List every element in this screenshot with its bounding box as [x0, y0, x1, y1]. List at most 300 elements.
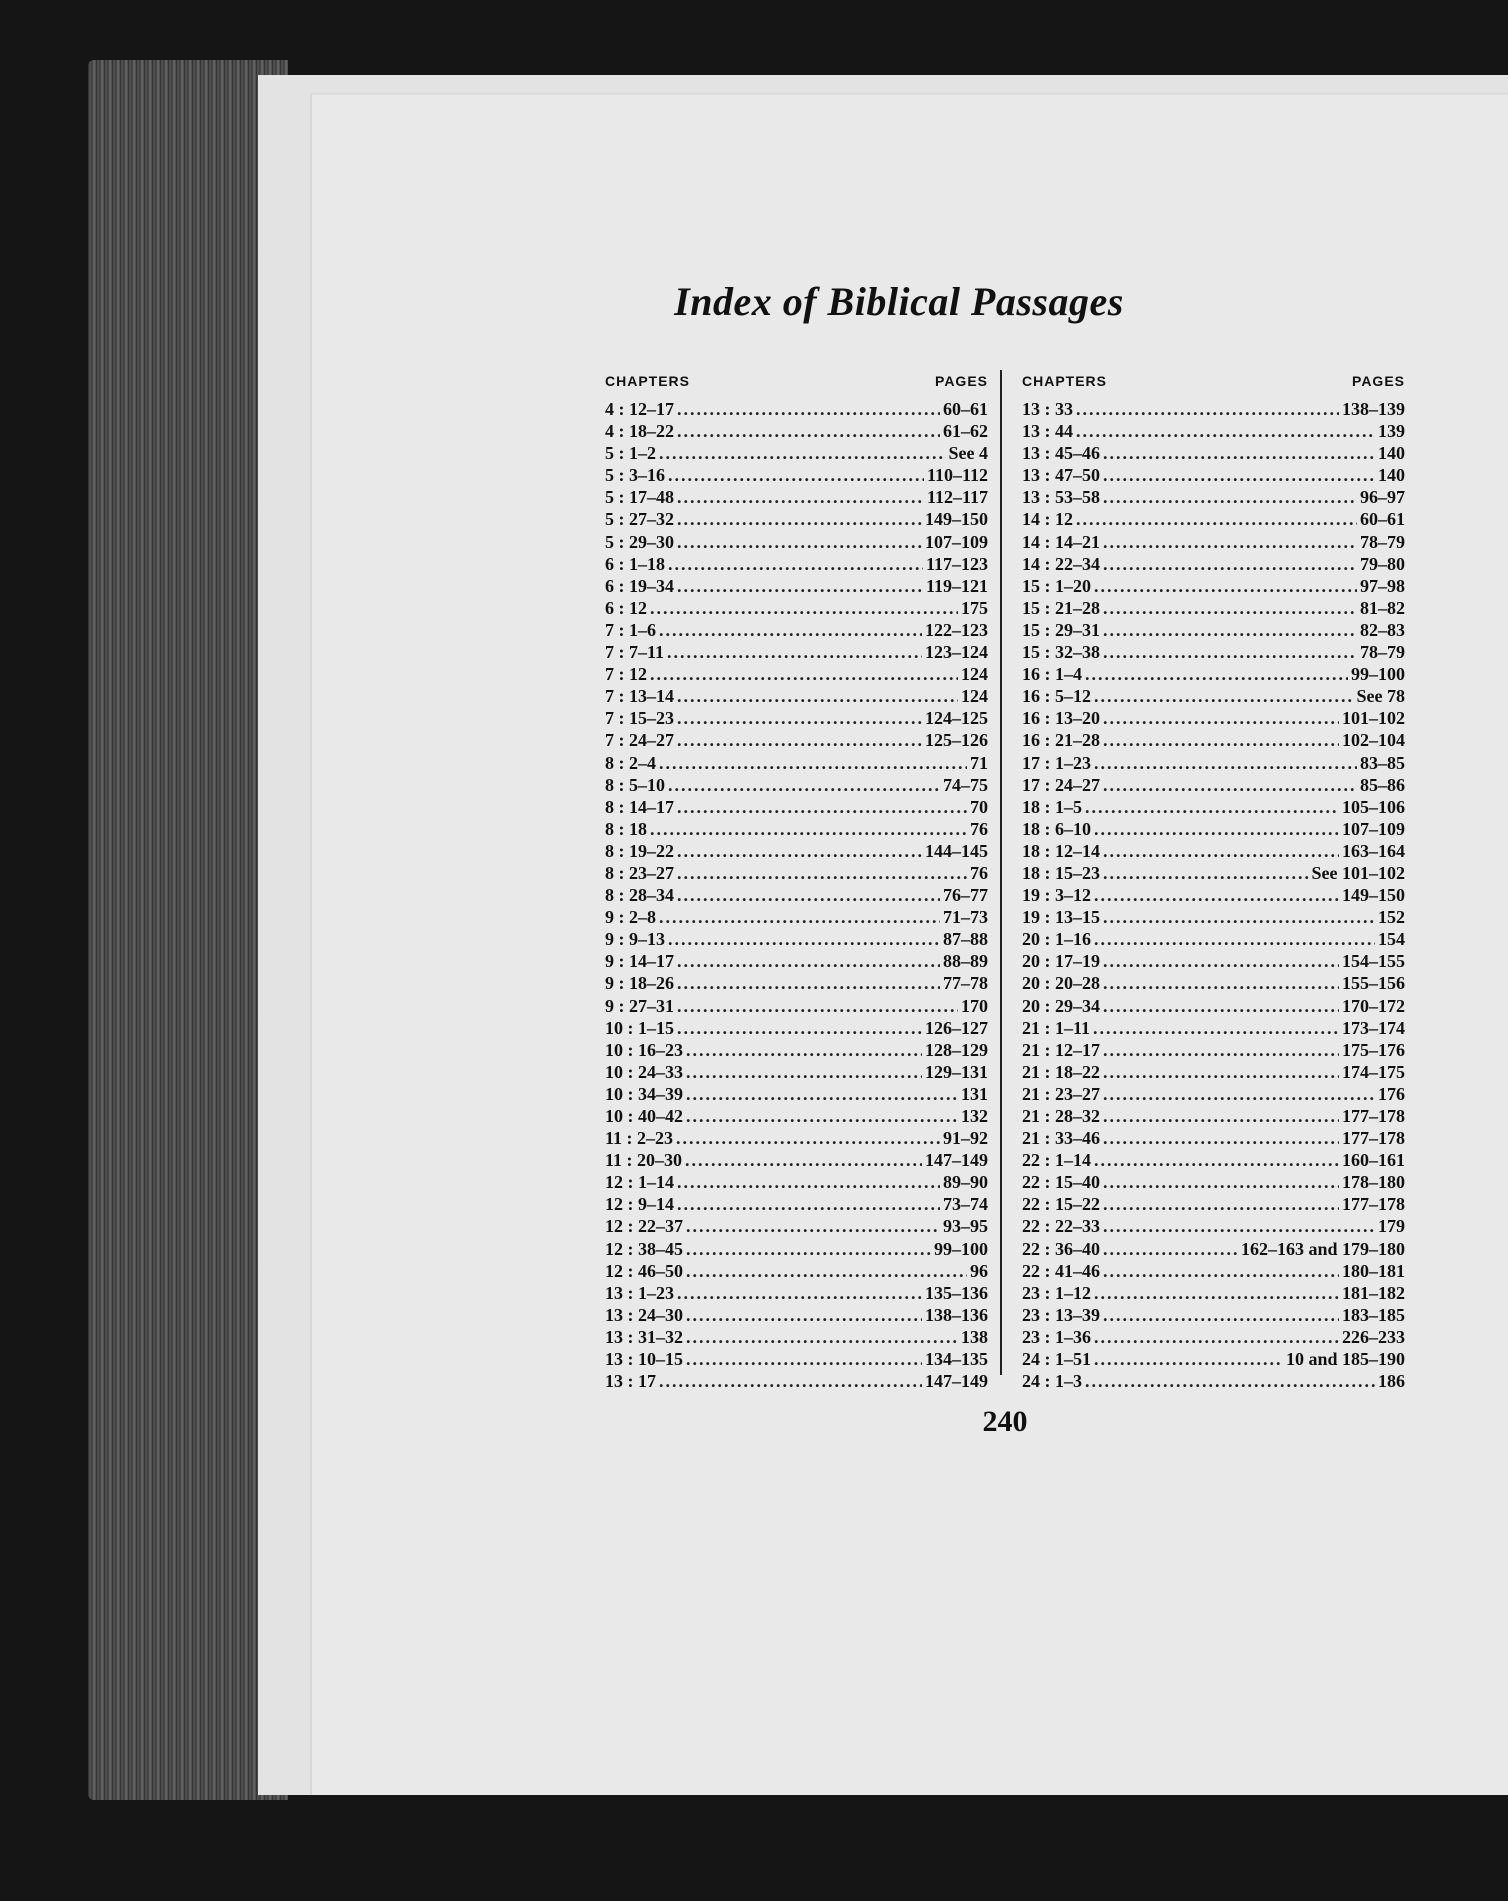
dot-leader [659, 442, 946, 464]
index-entry [1022, 575, 1405, 597]
chapter-verse-ref: 9 : 14–17 [605, 951, 674, 972]
page-ref: 122–123 [925, 619, 988, 640]
page-ref: 60–61 [943, 399, 988, 419]
page-ref: 105–106 [1342, 796, 1405, 817]
index-entry [1022, 553, 1405, 575]
index-entry [1022, 1282, 1405, 1304]
page-ref: 128–129 [925, 1039, 988, 1060]
page-title: Index of Biblical Passages [674, 279, 1124, 324]
chapter-verse-ref: 14 : 22–34 [1022, 553, 1100, 574]
page-ref: 10 and 185–190 [1285, 1349, 1405, 1370]
page-ref: 174–175 [1342, 1061, 1405, 1082]
chapter-verse-ref: 21 : 1–11 [1022, 1017, 1091, 1038]
chapter-verse-ref: 9 : 9–13 [605, 929, 665, 950]
dot-leader [677, 575, 923, 597]
index-list [605, 398, 988, 1392]
dot-leader [677, 531, 922, 553]
chapter-verse-ref: 22 : 15–22 [1022, 1194, 1100, 1215]
chapter-verse-ref: 15 : 29–31 [1022, 619, 1100, 640]
page-ref: 71–73 [943, 907, 988, 928]
chapter-verse-ref: 15 : 21–28 [1022, 597, 1100, 618]
page-ref: 226–233 [1342, 1326, 1405, 1347]
page-ref: 173–174 [1342, 1017, 1405, 1038]
index-entry [1022, 906, 1405, 928]
page-ref: 73–74 [943, 1194, 988, 1215]
page-ref: 78–79 [1360, 642, 1405, 663]
page-ref: 135–136 [925, 1282, 988, 1303]
index-entry [1022, 1039, 1405, 1061]
dot-leader [1094, 752, 1357, 774]
page-ref: 152 [1378, 907, 1405, 928]
dot-leader [1076, 398, 1339, 420]
index-entry [1022, 442, 1405, 464]
page-ref: 78–79 [1360, 531, 1405, 552]
page-ref: 162–163 and 179–180 [1240, 1238, 1405, 1259]
index-entry [1022, 1193, 1405, 1215]
index-entry [1022, 1238, 1405, 1260]
page-ref: 87–88 [943, 929, 988, 950]
chapter-verse-ref: 4 : 12–17 [605, 399, 674, 419]
dot-leader [686, 1039, 922, 1061]
chapter-verse-ref: 20 : 1–16 [1022, 929, 1091, 950]
chapter-verse-ref: 24 : 1–3 [1022, 1371, 1082, 1392]
index-entry [605, 1017, 988, 1039]
chapter-verse-ref: 4 : 18–22 [605, 421, 674, 442]
page-ref: 177–178 [1342, 1106, 1405, 1126]
page-ref: 123–124 [925, 642, 988, 663]
index-entry [605, 553, 988, 575]
dot-leader [677, 862, 967, 884]
dot-leader [668, 774, 940, 796]
index-entry [605, 575, 988, 597]
chapter-verse-ref: 19 : 3–12 [1022, 885, 1091, 906]
dot-leader [677, 1171, 940, 1193]
chapter-verse-ref: 7 : 1–6 [605, 619, 656, 640]
index-entry [605, 531, 988, 553]
page-ref: 138–139 [1342, 399, 1405, 419]
chapter-verse-ref: 10 : 34–39 [605, 1083, 683, 1104]
page-ref: 76 [970, 862, 988, 883]
chapter-verse-ref: 7 : 15–23 [605, 708, 674, 729]
dot-leader [1103, 1061, 1339, 1083]
index-entry [1022, 1215, 1405, 1237]
chapter-verse-ref: 19 : 13–15 [1022, 907, 1100, 928]
chapter-verse-ref: 15 : 32–38 [1022, 642, 1100, 663]
dot-leader [677, 1282, 922, 1304]
dot-leader [1094, 884, 1339, 906]
dot-leader [1103, 729, 1339, 751]
dot-leader [1103, 619, 1357, 641]
index-entry [605, 884, 988, 906]
index-entry [1022, 707, 1405, 729]
page-ref: 117–123 [925, 553, 988, 574]
dot-leader [686, 1326, 958, 1348]
chapter-verse-ref: 8 : 18 [605, 818, 647, 839]
chapter-verse-ref: 5 : 17–48 [605, 487, 674, 508]
dot-leader [1103, 995, 1339, 1017]
dot-leader [677, 707, 922, 729]
index-column-left [605, 370, 988, 1392]
chapter-verse-ref: 8 : 23–27 [605, 862, 674, 883]
index-entry [1022, 729, 1405, 751]
page-ref: 101–102 [1342, 708, 1405, 729]
chapter-verse-ref: 14 : 14–21 [1022, 531, 1100, 552]
index-entry [605, 597, 988, 619]
chapter-verse-ref: 21 : 28–32 [1022, 1106, 1100, 1126]
chapter-verse-ref: 7 : 24–27 [605, 730, 674, 751]
dot-leader [1103, 1083, 1375, 1105]
index-entry [1022, 531, 1405, 553]
chapter-verse-ref: 23 : 1–36 [1022, 1326, 1091, 1347]
page-ref: 89–90 [943, 1172, 988, 1193]
dot-leader [650, 663, 958, 685]
dot-leader [1103, 840, 1339, 862]
index-entry [1022, 950, 1405, 972]
index-entry [1022, 1260, 1405, 1282]
page-ref: 175–176 [1342, 1039, 1405, 1060]
chapter-verse-ref: 12 : 22–37 [605, 1216, 683, 1237]
dot-leader [659, 1370, 922, 1392]
dot-leader [677, 486, 924, 508]
dot-leader [677, 398, 940, 420]
index-entry [605, 464, 988, 486]
page-ref: 61–62 [943, 421, 988, 442]
index-entry [605, 796, 988, 818]
page-ref: 81–82 [1360, 597, 1405, 618]
chapter-verse-ref: 22 : 22–33 [1022, 1216, 1100, 1237]
page-ref: 125–126 [925, 730, 988, 751]
chapter-verse-ref: 24 : 1–51 [1022, 1349, 1091, 1370]
dot-leader [1103, 906, 1375, 928]
pages-header: PAGES [935, 373, 988, 389]
page-ref: 131 [961, 1083, 988, 1104]
page-ref: 91–92 [943, 1128, 988, 1149]
index-entry [1022, 840, 1405, 862]
chapters-header: CHAPTERS [605, 373, 691, 389]
index-entry [605, 1304, 988, 1326]
chapter-verse-ref: 8 : 2–4 [605, 752, 656, 773]
chapter-verse-ref: 22 : 1–14 [1022, 1150, 1091, 1171]
dot-leader [1103, 774, 1357, 796]
index-entry [605, 1149, 988, 1171]
page-ref: 107–109 [925, 531, 988, 552]
page-ref: 177–178 [1342, 1194, 1405, 1215]
dot-leader [1103, 972, 1339, 994]
pages-header: PAGES [1352, 373, 1405, 389]
index-column-right [1022, 370, 1405, 1392]
dot-leader [686, 1260, 967, 1282]
chapter-verse-ref: 5 : 29–30 [605, 531, 674, 552]
dot-leader [1094, 1149, 1339, 1171]
chapter-verse-ref: 16 : 21–28 [1022, 730, 1100, 751]
chapter-verse-ref: 21 : 12–17 [1022, 1039, 1100, 1060]
dot-leader [1103, 1171, 1339, 1193]
index-entry [1022, 1105, 1405, 1127]
index-entry [1022, 1017, 1405, 1039]
page-ref: 175 [961, 597, 988, 618]
index-entry [1022, 619, 1405, 641]
index-entry [605, 619, 988, 641]
index-entry [605, 928, 988, 950]
chapter-verse-ref: 9 : 18–26 [605, 973, 674, 994]
index-entry [1022, 796, 1405, 818]
index-entry [1022, 1348, 1405, 1370]
page-ref: 163–164 [1342, 840, 1405, 861]
column-header [605, 370, 988, 398]
chapter-verse-ref: 18 : 6–10 [1022, 818, 1091, 839]
chapter-verse-ref: 10 : 1–15 [605, 1017, 674, 1038]
dot-leader [686, 1348, 922, 1370]
page-ref: 119–121 [925, 575, 988, 596]
index-entry [605, 1171, 988, 1193]
page-ref: 178–180 [1342, 1172, 1405, 1193]
dot-leader [677, 420, 940, 442]
chapter-verse-ref: 21 : 23–27 [1022, 1083, 1100, 1104]
chapter-verse-ref: 10 : 16–23 [605, 1039, 683, 1060]
page-ref: 183–185 [1342, 1304, 1405, 1325]
chapter-verse-ref: 10 : 24–33 [605, 1061, 683, 1082]
index-entry [1022, 995, 1405, 1017]
dot-leader [685, 1149, 922, 1171]
index-entry [1022, 928, 1405, 950]
index-entry [1022, 663, 1405, 685]
dot-leader [1094, 1326, 1339, 1348]
dot-leader [659, 752, 967, 774]
index-entry [1022, 1061, 1405, 1083]
index-entry [1022, 1326, 1405, 1348]
dot-leader [668, 553, 923, 575]
page-ref: 138 [961, 1326, 988, 1347]
page-ref: 99–100 [1351, 664, 1405, 685]
index-entry [605, 906, 988, 928]
chapter-verse-ref: 16 : 1–4 [1022, 664, 1082, 685]
page-ref: 82–83 [1360, 619, 1405, 640]
index-entry [605, 752, 988, 774]
page-ref: 124–125 [925, 708, 988, 729]
page-number: 240 [982, 1405, 1028, 1438]
dot-leader [1094, 928, 1375, 950]
chapter-verse-ref: 13 : 47–50 [1022, 465, 1100, 486]
chapter-verse-ref: 9 : 2–8 [605, 907, 656, 928]
chapter-verse-ref: 8 : 19–22 [605, 840, 674, 861]
dot-leader [686, 1304, 922, 1326]
chapter-verse-ref: 23 : 1–12 [1022, 1282, 1091, 1303]
index-entry [605, 774, 988, 796]
page-ref: 170 [961, 995, 988, 1016]
chapter-verse-ref: 17 : 1–23 [1022, 752, 1091, 773]
page-ref: 99–100 [934, 1238, 988, 1259]
page-ref: 147–149 [925, 1150, 988, 1171]
dot-leader [677, 884, 940, 906]
index-entry [605, 486, 988, 508]
chapter-verse-ref: 13 : 17 [605, 1371, 656, 1392]
page-ref: 88–89 [943, 951, 988, 972]
index-entry [605, 1326, 988, 1348]
page-ref: 96–97 [1360, 487, 1405, 508]
index-entry [605, 442, 988, 464]
dot-leader [1103, 442, 1375, 464]
page-ref: 96 [970, 1260, 988, 1281]
dot-leader [677, 1017, 922, 1039]
chapter-verse-ref: 12 : 9–14 [605, 1194, 674, 1215]
dot-leader [1103, 1215, 1375, 1237]
page-ref: 149–150 [925, 509, 988, 530]
dot-leader [1103, 1260, 1339, 1282]
index-entry [605, 862, 988, 884]
chapter-verse-ref: 13 : 24–30 [605, 1304, 683, 1325]
page-ref: 140 [1378, 465, 1405, 486]
index-entry [1022, 1370, 1405, 1392]
dot-leader [677, 1193, 940, 1215]
chapter-verse-ref: 22 : 15–40 [1022, 1172, 1100, 1193]
page-ref: 110–112 [926, 465, 988, 486]
page-ref: 124 [961, 686, 988, 707]
chapter-verse-ref: 13 : 10–15 [605, 1349, 683, 1370]
index-entry [605, 1238, 988, 1260]
dot-leader [1076, 420, 1375, 442]
chapter-verse-ref: 20 : 29–34 [1022, 995, 1100, 1016]
page-ref: 71 [970, 752, 988, 773]
dot-leader [668, 464, 924, 486]
page-ref: 76 [970, 818, 988, 839]
dot-leader [1103, 486, 1357, 508]
chapter-verse-ref: 6 : 1–18 [605, 553, 665, 574]
page-ref: 134–135 [925, 1349, 988, 1370]
dot-leader [667, 641, 922, 663]
index-entry [1022, 1127, 1405, 1149]
index-entry [605, 818, 988, 840]
page-ref: 140 [1378, 443, 1405, 464]
column-divider [1000, 370, 1002, 1375]
page-ref: 83–85 [1360, 752, 1405, 773]
page-ref: 154 [1378, 929, 1405, 950]
chapter-verse-ref: 13 : 44 [1022, 421, 1073, 442]
page-ref: 147–149 [925, 1371, 988, 1392]
page-ref: 85–86 [1360, 774, 1405, 795]
page-ref: 112–117 [926, 487, 988, 508]
dot-leader [1076, 508, 1357, 530]
index-entry [605, 1083, 988, 1105]
page-ref: 144–145 [925, 840, 988, 861]
index-entry [605, 840, 988, 862]
page-ref: 74–75 [943, 774, 988, 795]
chapter-verse-ref: 17 : 24–27 [1022, 774, 1100, 795]
chapter-verse-ref: 13 : 53–58 [1022, 487, 1100, 508]
dot-leader [1103, 553, 1357, 575]
dot-leader [1103, 1127, 1339, 1149]
index-entry [1022, 486, 1405, 508]
index-entry [1022, 1149, 1405, 1171]
index-entry [1022, 1171, 1405, 1193]
chapter-verse-ref: 15 : 1–20 [1022, 575, 1091, 596]
index-entry [605, 1348, 988, 1370]
index-entry [605, 1039, 988, 1061]
index-entry [605, 707, 988, 729]
page-ref: 76–77 [943, 885, 988, 906]
chapter-verse-ref: 13 : 45–46 [1022, 443, 1100, 464]
chapter-verse-ref: 7 : 12 [605, 664, 647, 685]
index-entry [605, 1193, 988, 1215]
dot-leader [1103, 531, 1357, 553]
page-ref: 107–109 [1342, 818, 1405, 839]
index-entry [605, 972, 988, 994]
page-ref: 179 [1378, 1216, 1405, 1237]
chapter-verse-ref: 14 : 12 [1022, 509, 1073, 530]
index-entry [1022, 774, 1405, 796]
chapter-verse-ref: 18 : 1–5 [1022, 796, 1082, 817]
chapter-verse-ref: 22 : 41–46 [1022, 1260, 1100, 1281]
dot-leader [677, 972, 940, 994]
index-entry [1022, 884, 1405, 906]
dot-leader [1094, 818, 1339, 840]
index-entry [1022, 818, 1405, 840]
dot-leader [677, 508, 922, 530]
chapter-verse-ref: 8 : 28–34 [605, 885, 674, 906]
page-ref: 79–80 [1360, 553, 1405, 574]
page-ref: 176 [1378, 1083, 1405, 1104]
page-ref: 138–136 [925, 1304, 988, 1325]
chapter-verse-ref: 18 : 15–23 [1022, 862, 1100, 883]
chapters-header: CHAPTERS [1022, 373, 1108, 389]
page-ref: See 101–102 [1311, 862, 1405, 883]
index-entry [1022, 398, 1405, 420]
dot-leader [686, 1061, 922, 1083]
chapter-verse-ref: 22 : 36–40 [1022, 1238, 1100, 1259]
chapter-verse-ref: 8 : 14–17 [605, 796, 674, 817]
page-ref: 186 [1378, 1371, 1405, 1392]
index-entry [1022, 1083, 1405, 1105]
dot-leader [1093, 1017, 1339, 1039]
dot-leader [650, 818, 967, 840]
chapter-verse-ref: 10 : 40–42 [605, 1106, 683, 1126]
dot-leader [650, 597, 958, 619]
dot-leader [668, 928, 940, 950]
chapter-verse-ref: 5 : 1–2 [605, 443, 656, 464]
chapter-verse-ref: 12 : 38–45 [605, 1238, 683, 1259]
index-entry [1022, 597, 1405, 619]
dot-leader [1094, 575, 1357, 597]
index-entry [605, 641, 988, 663]
dot-leader [1094, 1282, 1339, 1304]
dot-leader [686, 1215, 940, 1237]
chapter-verse-ref: 16 : 13–20 [1022, 708, 1100, 729]
page-ref: 177–178 [1342, 1128, 1405, 1149]
index-entry [1022, 508, 1405, 530]
column-header [1022, 370, 1405, 398]
chapter-verse-ref: 5 : 27–32 [605, 509, 674, 530]
chapter-verse-ref: 13 : 33 [1022, 399, 1073, 419]
index-entry [605, 685, 988, 707]
index-entry [605, 420, 988, 442]
dot-leader [1085, 663, 1348, 685]
index-entry [605, 995, 988, 1017]
page-ref: 93–95 [943, 1216, 988, 1237]
chapter-verse-ref: 20 : 20–28 [1022, 973, 1100, 994]
chapter-verse-ref: 21 : 33–46 [1022, 1128, 1100, 1149]
dot-leader [686, 1083, 958, 1105]
index-entry [605, 508, 988, 530]
dot-leader [1103, 1039, 1339, 1061]
index-entry [1022, 420, 1405, 442]
chapter-verse-ref: 23 : 13–39 [1022, 1304, 1100, 1325]
chapter-verse-ref: 21 : 18–22 [1022, 1061, 1100, 1082]
dot-leader [1085, 796, 1339, 818]
dot-leader [1103, 1304, 1339, 1326]
dot-leader [1103, 1238, 1238, 1260]
dot-leader [1103, 862, 1309, 884]
chapter-verse-ref: 11 : 2–23 [605, 1128, 674, 1149]
chapter-verse-ref: 9 : 27–31 [605, 995, 674, 1016]
